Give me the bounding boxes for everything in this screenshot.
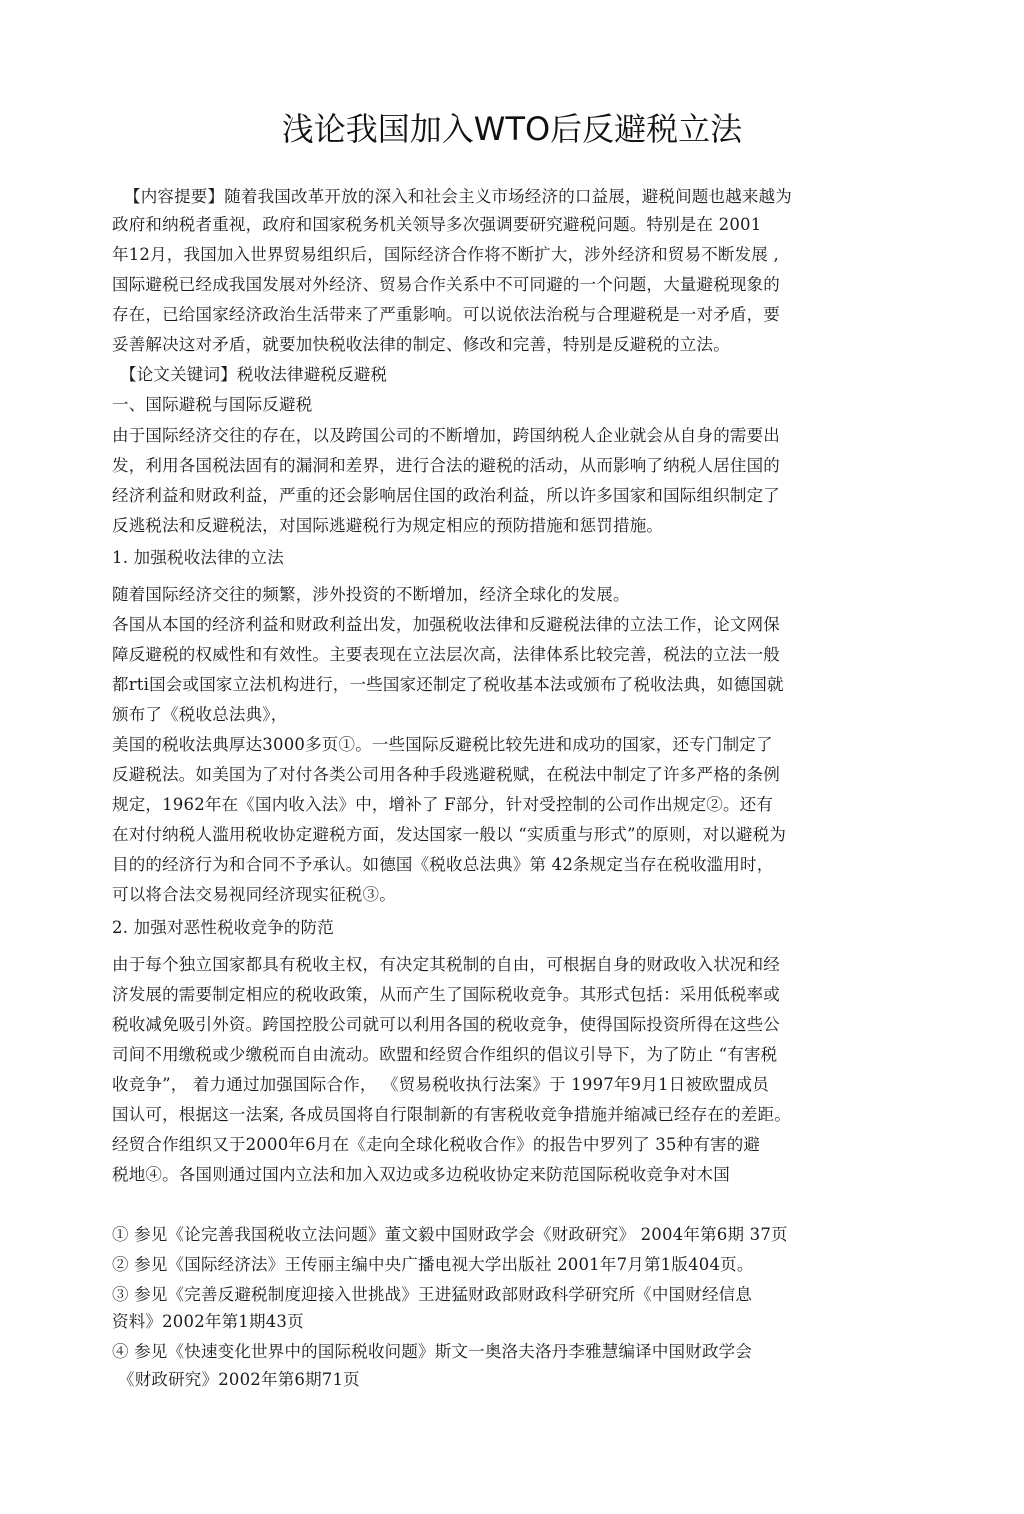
body-line: 由于国际经济交往的存在，以及跨国公司的不断增加，跨国纳税人企业就会从自身的需要出 bbox=[112, 426, 780, 445]
body-line: 经贸合作组织又于2000年6月在《走向全球化税收合作》的报告中罗列了 35种有害的避 bbox=[112, 1135, 761, 1154]
body-line: 收竞争”， 着力通过加强国际合作， 《贸易税收执行法案》于 1997年9月1日被欧盟成员 bbox=[112, 1075, 769, 1094]
body-line: 都rti国会或国家立法机构进行，一些国家还制定了税收基本法或颁布了税收法典，如德国就 bbox=[112, 675, 784, 694]
body-line: 颁布了《税收总法典》， bbox=[112, 705, 288, 724]
footnote-line: ② 参见《国际经济法》王传丽主编中央广播电视大学出版社 2001年7月第1版404页。 bbox=[112, 1255, 754, 1274]
body-line: 反避税法。如美国为了对付各类公司用各种手段逃避税赋，在税法中制定了许多严格的条例 bbox=[112, 765, 780, 784]
body-line: 目的的经济行为和合同不予承认。如德国《税收总法典》第 42条规定当存在税收滥用时， bbox=[112, 855, 774, 874]
body-line: 司间不用缴税或少缴税而自由流动。欧盟和经贸合作组织的倡议引导下，为了防止 “有害税 bbox=[112, 1045, 778, 1064]
abstract-line: 【内容提要】随着我国改革开放的深入和社会主义市场经济的口益展，避税间题也越来越为 bbox=[124, 187, 792, 206]
subsection-heading: 2. 加强对恶性税收竞争的防范 bbox=[112, 918, 334, 937]
body-line: 障反避税的权威性和有效性。主要表现在立法层次高，法律体系比较完善，税法的立法一般 bbox=[112, 645, 780, 664]
body-line: 各国从本国的经济利益和财政利益出发，加强税收法律和反避税法律的立法工作，论文网保 bbox=[112, 615, 780, 634]
document-title: 浅论我国加入WTO后反避税立法 bbox=[281, 110, 743, 148]
body-line: 税收减免吸引外资。跨国控股公司就可以利用各国的税收竞争，使得国际投资所得在这些公 bbox=[112, 1015, 780, 1034]
body-line: 反逃税法和反避税法，对国际逃避税行为规定相应的预防措施和惩罚措施。 bbox=[112, 516, 664, 535]
abstract-line: 国际避税已经成我国发展对外经济、贸易合作关系中不可同避的一个问题，大量避税现象的 bbox=[112, 275, 780, 294]
abstract-line: 存在，已给国家经济政治生活带来了严重影响。可以说依法治税与合理避税是一对矛盾，要 bbox=[112, 305, 780, 324]
footnote-line: 资料》2002年第1期43页 bbox=[112, 1312, 304, 1331]
abstract-line: 政府和纳税者重视，政府和国家税务机关领导多次强调要研究避税问题。特别是在 2001 bbox=[112, 215, 762, 234]
abstract-line: 妥善解决这对矛盾，就要加快税收法律的制定、修改和完善，特别是反避税的立法。 bbox=[112, 335, 730, 354]
footnote-line: ③ 参见《完善反避税制度迎接入世挑战》王进猛财政部财政科学研究所《中国财经信息 bbox=[112, 1285, 753, 1304]
section-heading: 一、国际避税与国际反避税 bbox=[112, 395, 313, 414]
body-line: 济发展的需要制定相应的税收政策，从而产生了国际税收竞争。其形式包括：采用低税率或 bbox=[112, 985, 780, 1004]
footnote-line: ① 参见《论完善我国税收立法问题》董文毅中国财政学会《财政研究》 2004年第6期 37页 bbox=[112, 1225, 788, 1244]
body-line: 美国的税收法典厚达3000多页①。一些国际反避税比较先进和成功的国家，还专门制定了 bbox=[112, 735, 773, 754]
body-line: 在对付纳税人滥用税收协定避税方面，发达国家一般以 “实质重与形式”的原则，对以避税为 bbox=[112, 825, 787, 844]
keywords-line: 【论文关键词】税收法律避税反避税 bbox=[120, 365, 388, 384]
body-line: 发，利用各国税法固有的漏洞和差界，进行合法的避税的活动，从而影响了纳税人居住国的 bbox=[112, 456, 780, 475]
footnote-line: 《财政研究》2002年第6期71页 bbox=[118, 1370, 360, 1389]
subsection-heading: 1. 加强税收法律的立法 bbox=[112, 548, 284, 567]
body-line: 可以将合法交易视同经济现实征税③。 bbox=[112, 885, 396, 904]
body-line: 国认可，根据这一法案, 各成员国将自行限制新的有害税收竞争措施并缩减已经存在的差距。 bbox=[112, 1105, 791, 1124]
footnote-line: ④ 参见《快速变化世界中的国际税收问题》斯文一奥洛夫洛丹李雅慧编译中国财政学会 bbox=[112, 1342, 753, 1361]
body-line: 随着国际经济交往的频繁，涉外投资的不断增加，经济全球化的发展。 bbox=[112, 585, 630, 604]
body-line: 规定，1962年在《国内收入法》中，增补了 F部分，针对受控制的公司作出规定②。还有 bbox=[112, 795, 774, 814]
body-line: 经济利益和财政利益，严重的还会影响居住国的政治利益，所以许多国家和国际组织制定了 bbox=[112, 486, 780, 505]
abstract-line: 年12月，我国加入世界贸易组织后，国际经济合作将不断扩大，涉外经济和贸易不断发展 , bbox=[112, 245, 779, 264]
body-line: 税地④。各国则通过国内立法和加入双边或多边税收协定来防范国际税收竞争对木国 bbox=[112, 1165, 730, 1184]
body-line: 由于每个独立国家都具有税收主权，有决定其税制的自由，可根据自身的财政收入状况和经 bbox=[112, 955, 780, 974]
